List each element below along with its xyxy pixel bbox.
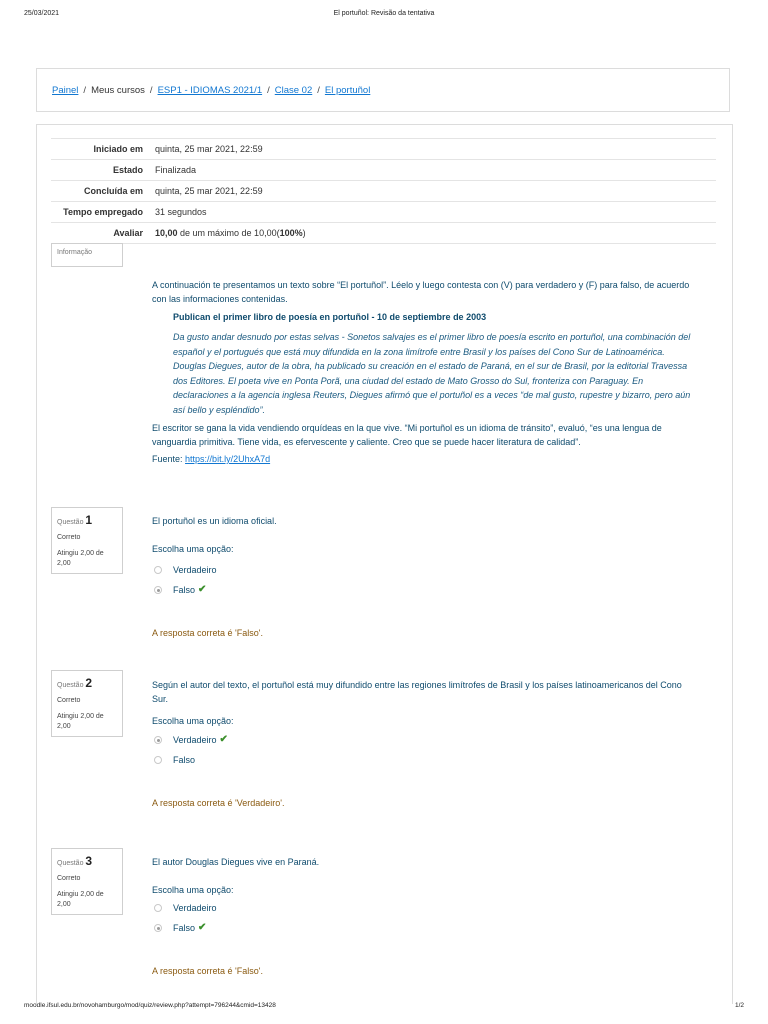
- attempt-summary-table: [51, 138, 716, 244]
- article-continuation: El escritor se gana la vida vendiendo orquídeas en la que vive. “Mi portuñol es un idioma de tránsito”, evaluó, “es una lengua de vanguardia primitiva. Tiene vida, es efervescente y caliente. Creo que se puede hacer literatura de calidad”.: [152, 423, 662, 447]
- grade-end: ): [302, 228, 306, 238]
- breadcrumb: [52, 85, 370, 96]
- option-label: Falso: [173, 585, 196, 595]
- option-label: Verdadeiro: [173, 903, 217, 913]
- breadcrumb-separator: /: [83, 85, 87, 96]
- breadcrumb-clase[interactable]: Clase 02: [274, 85, 313, 96]
- grade-rest: de um máximo de 10,00(: [177, 228, 280, 238]
- summary-value: [149, 223, 716, 244]
- question-status: Correto: [57, 534, 81, 541]
- question-text: El portuñol es un idioma oficial.: [152, 516, 277, 526]
- breadcrumb-course[interactable]: ESP1 - IDIOMAS 2021/1: [157, 85, 263, 96]
- option-label: Falso: [173, 755, 196, 765]
- question-info-box: [51, 507, 123, 574]
- choose-prompt: Escolha uma opção:: [152, 716, 234, 726]
- correct-answer-feedback: A resposta correta é 'Falso'.: [152, 966, 263, 976]
- article-quote: Da gusto andar desnudo por estas selvas - Sonetos salvajes es el primer libro de poesía escrito en portuñol, una combinación del español y el portugués que está muy difundida en la zona limítrofe entre Brasil y los países del Cono Sur de Latinoamérica. Douglas Diegues, autor de la obra, ha publicado su creación en el estado de Paraná, en el sur de Brasil, por la editorial Travessa dos Editores. El poeta vive en Ponta Porã, una ciudad del estado de Mato Grosso do Sul, fronteriza con Paraguay. En declaraciones a la agencia inglesa Reuters, Diegues afirmó que el portuñol es a veces “de mal gusto, rupestre y bizarro, pero aún así bello y espléndido”.: [173, 332, 691, 415]
- summary-value: 31 segundos: [149, 202, 716, 223]
- question-grade: Atingiu 2,00 de 2,00: [57, 891, 104, 908]
- option-verdadeiro[interactable]: [154, 898, 700, 918]
- summary-value: quinta, 25 mar 2021, 22:59: [149, 181, 716, 202]
- info-intro: A continuación te presentamos un texto sobre “El portuñol”. Léelo y luego contesta con (V) para verdadero y (F) para falso, de acuerdo con las informaciones contenidas.: [152, 280, 690, 304]
- question-number: 2: [85, 676, 93, 690]
- question-text: Según el autor del texto, el portuñol está muy difundido entre las regiones limítrofes de Brasil y los países latinoamericanos del Cono Sur.: [152, 680, 682, 704]
- radio-button[interactable]: [154, 756, 162, 764]
- grade-score: 10,00: [155, 228, 178, 238]
- radio-button-selected[interactable]: [154, 736, 162, 744]
- print-date: 25/03/2021: [24, 10, 60, 17]
- info-label: Informação: [57, 249, 93, 256]
- summary-label: Concluída em: [51, 181, 149, 202]
- question-grade: Atingiu 2,00 de 2,00: [57, 550, 104, 567]
- summary-row: [51, 202, 716, 223]
- summary-row: [51, 139, 716, 160]
- source-label: Fuente:: [152, 454, 183, 464]
- question-status: Correto: [57, 697, 81, 704]
- option-verdadeiro[interactable]: [154, 730, 700, 750]
- question-text: El autor Douglas Diegues vive en Paraná.: [152, 857, 320, 867]
- check-icon: ✔: [198, 922, 207, 933]
- option-falso[interactable]: [154, 580, 700, 600]
- summary-row: [51, 160, 716, 181]
- question-info-box: [51, 848, 123, 915]
- summary-row: [51, 223, 716, 244]
- choose-prompt: Escolha uma opção:: [152, 544, 234, 554]
- print-page-number: 1/2: [734, 1002, 744, 1009]
- option-label: Falso: [173, 923, 196, 933]
- question-label: Questão: [57, 682, 84, 689]
- check-icon: ✔: [198, 584, 207, 595]
- option-falso[interactable]: [154, 918, 700, 938]
- breadcrumb-painel[interactable]: Painel: [52, 85, 79, 96]
- summary-label: Tempo empregado: [51, 202, 149, 223]
- radio-button-selected[interactable]: [154, 924, 162, 932]
- print-url: moodle.ifsul.edu.br/novohamburgo/mod/quiz/review.php?attempt=796244&cmid=13428: [24, 1002, 276, 1009]
- check-icon: ✔: [219, 734, 228, 745]
- summary-label: Iniciado em: [51, 139, 149, 160]
- summary-value: quinta, 25 mar 2021, 22:59: [149, 139, 716, 160]
- summary-value: Finalizada: [149, 160, 716, 181]
- question-number: 1: [85, 513, 93, 527]
- question-content: [152, 514, 700, 640]
- question-info-box: [51, 670, 123, 737]
- question-label: Questão: [57, 519, 84, 526]
- print-title: El portuñol: Revisão da tentativa: [333, 10, 435, 17]
- breadcrumb-separator: /: [149, 85, 153, 96]
- breadcrumb-separator: /: [317, 85, 320, 96]
- source-link[interactable]: https://bit.ly/2UhxA7d: [185, 454, 271, 464]
- option-verdadeiro[interactable]: [154, 560, 700, 580]
- article-source: [152, 452, 700, 466]
- grade-percent: 100%: [279, 228, 303, 238]
- option-label: Verdadeiro: [173, 735, 217, 745]
- breadcrumb-separator: /: [267, 85, 270, 96]
- info-label-box: [51, 243, 123, 267]
- breadcrumb-meus-cursos: Meus cursos: [91, 85, 145, 96]
- radio-button[interactable]: [154, 566, 162, 574]
- summary-row: [51, 181, 716, 202]
- article-headline: Publican el primer libro de poesía en portuñol - 10 de septiembre de 2003: [173, 312, 487, 322]
- question-number: 3: [85, 854, 93, 868]
- option-falso[interactable]: [154, 750, 700, 770]
- breadcrumb-bar: [36, 68, 730, 112]
- question-status: Correto: [57, 875, 81, 882]
- question-content: [152, 855, 700, 978]
- question-grade: Atingiu 2,00 de 2,00: [57, 713, 104, 730]
- question-content: [152, 678, 700, 810]
- info-content: [152, 278, 700, 466]
- question-label: Questão: [57, 860, 84, 867]
- summary-label: Estado: [51, 160, 149, 181]
- option-label: Verdadeiro: [173, 565, 217, 575]
- correct-answer-feedback: A resposta correta é 'Falso'.: [152, 628, 263, 638]
- breadcrumb-quiz[interactable]: El portuñol: [324, 85, 371, 96]
- radio-button-selected[interactable]: [154, 586, 162, 594]
- radio-button[interactable]: [154, 904, 162, 912]
- choose-prompt: Escolha uma opção:: [152, 885, 234, 895]
- summary-label: Avaliar: [51, 223, 149, 244]
- correct-answer-feedback: A resposta correta é 'Verdadeiro'.: [152, 798, 285, 808]
